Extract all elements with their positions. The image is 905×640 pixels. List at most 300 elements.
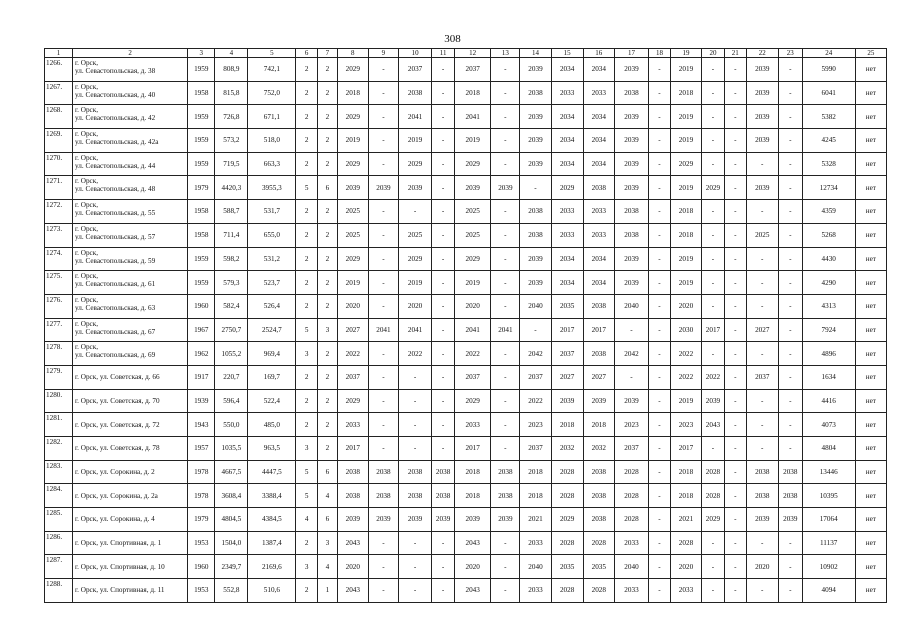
data-cell: - <box>398 413 431 437</box>
data-cell: - <box>491 531 520 555</box>
data-cell: 2043 <box>455 579 491 603</box>
data-cell: - <box>778 200 802 224</box>
data-cell: 2028 <box>670 531 701 555</box>
row-number: 1267. <box>45 81 73 105</box>
address-line-2: ул. Севастопольская, д. 61 <box>75 280 156 289</box>
data-cell: - <box>724 105 746 129</box>
data-cell: - <box>649 200 671 224</box>
data-cell: 2039 <box>614 105 648 129</box>
data-cell: 4073 <box>802 413 855 437</box>
data-cell: - <box>491 389 520 413</box>
address-cell <box>73 389 188 413</box>
data-cell: 1958 <box>188 81 215 105</box>
address-cell <box>73 579 188 603</box>
address-line-1: г. Орск, <box>75 153 99 162</box>
data-cell: - <box>778 271 802 295</box>
data-cell: 1960 <box>188 555 215 579</box>
data-cell: 2 <box>296 152 318 176</box>
address-line-2: ул. Севастопольская, д. 48 <box>75 185 156 194</box>
data-cell: - <box>724 294 746 318</box>
data-cell: 2029 <box>337 389 368 413</box>
table-row <box>45 152 887 176</box>
data-cell: 4430 <box>802 247 855 271</box>
data-cell: 2017 <box>583 318 614 342</box>
data-cell: - <box>432 200 455 224</box>
data-cell: 2022 <box>670 365 701 389</box>
data-cell: 2 <box>318 223 338 247</box>
table-row <box>45 342 887 366</box>
data-cell: 2019 <box>670 176 701 200</box>
data-cell: 1967 <box>188 318 215 342</box>
row-number: 1278. <box>45 342 73 366</box>
data-cell: - <box>702 271 725 295</box>
data-cell: - <box>746 247 778 271</box>
address-line-1: г. Орск, ул. Советская, д. 72 <box>75 420 160 429</box>
address-line-2: ул. Севастопольская, д. 40 <box>75 90 156 99</box>
column-header: 19 <box>670 49 701 58</box>
data-cell: - <box>368 531 398 555</box>
data-cell: 2033 <box>583 200 614 224</box>
column-header: 9 <box>368 49 398 58</box>
data-cell: - <box>724 555 746 579</box>
data-cell: 2043 <box>337 531 368 555</box>
data-cell: 2 <box>318 271 338 295</box>
data-cell: 5 <box>296 318 318 342</box>
data-cell: - <box>724 176 746 200</box>
data-cell: - <box>702 437 725 461</box>
data-cell: 2019 <box>670 389 701 413</box>
data-cell: 2039 <box>520 58 551 82</box>
data-cell: 2018 <box>520 460 551 484</box>
column-header: 8 <box>337 49 368 58</box>
data-cell: 2029 <box>337 247 368 271</box>
data-cell: - <box>491 81 520 105</box>
address-cell <box>73 365 188 389</box>
data-cell: 4 <box>296 508 318 532</box>
address-cell <box>73 129 188 153</box>
table-row <box>45 437 887 461</box>
data-cell: - <box>746 342 778 366</box>
data-cell: 2039 <box>398 176 431 200</box>
address-cell <box>73 223 188 247</box>
data-cell: - <box>432 437 455 461</box>
data-cell: 17064 <box>802 508 855 532</box>
data-cell: - <box>778 247 802 271</box>
data-cell: 2039 <box>614 152 648 176</box>
data-cell: нет <box>855 81 886 105</box>
data-cell: 2025 <box>455 223 491 247</box>
data-cell: 573,2 <box>215 129 248 153</box>
address-line-1: г. Орск, <box>75 82 99 91</box>
data-cell: - <box>778 294 802 318</box>
address-line-2: ул. Севастопольская, д. 44 <box>75 161 156 170</box>
address-line-1: г. Орск, <box>75 177 99 186</box>
data-cell: 663,3 <box>248 152 296 176</box>
data-cell: нет <box>855 579 886 603</box>
data-cell: - <box>368 389 398 413</box>
data-cell: 1979 <box>188 508 215 532</box>
data-cell: 2039 <box>746 129 778 153</box>
data-cell: - <box>491 247 520 271</box>
address-line-2: ул. Севастопольская, д. 38 <box>75 67 156 75</box>
address-line-1: г. Орск, ул. Спортивная, д. 1 <box>75 539 162 548</box>
address-line-1: г. Орск, ул. Советская, д. 78 <box>75 444 160 453</box>
data-cell: нет <box>855 508 886 532</box>
data-cell: 2018 <box>583 413 614 437</box>
data-cell: нет <box>855 152 886 176</box>
data-cell: 1943 <box>188 413 215 437</box>
data-cell: 2035 <box>551 294 583 318</box>
data-cell: - <box>368 271 398 295</box>
data-cell: - <box>398 200 431 224</box>
row-number: 1272. <box>45 200 73 224</box>
data-cell: нет <box>855 105 886 129</box>
data-cell: 2 <box>318 389 338 413</box>
data-cell: - <box>649 531 671 555</box>
data-cell: 2019 <box>670 271 701 295</box>
data-cell: - <box>778 223 802 247</box>
data-cell: 2038 <box>746 460 778 484</box>
data-cell: 2020 <box>398 294 431 318</box>
data-cell: 1958 <box>188 200 215 224</box>
row-number: 1277. <box>45 318 73 342</box>
data-cell: - <box>724 318 746 342</box>
data-cell: 10902 <box>802 555 855 579</box>
data-cell: 5328 <box>802 152 855 176</box>
table-row <box>45 460 887 484</box>
data-cell: 2029 <box>337 105 368 129</box>
data-cell: 2 <box>296 81 318 105</box>
data-cell: - <box>649 129 671 153</box>
data-cell: 2038 <box>583 342 614 366</box>
table-row <box>45 200 887 224</box>
data-cell: 1960 <box>188 294 215 318</box>
data-cell: 2019 <box>337 129 368 153</box>
data-cell: 485,0 <box>248 413 296 437</box>
data-cell: - <box>649 247 671 271</box>
data-cell: 2038 <box>368 460 398 484</box>
data-cell: 2034 <box>583 58 614 82</box>
column-header: 15 <box>551 49 583 58</box>
data-cell: 2030 <box>670 318 701 342</box>
data-cell: 2028 <box>702 484 725 508</box>
address-cell <box>73 460 188 484</box>
data-cell: - <box>491 555 520 579</box>
address-line-1: г. Орск, <box>75 224 99 233</box>
data-cell: 2038 <box>614 223 648 247</box>
row-number: 1274. <box>45 247 73 271</box>
address-line-1: г. Орск, <box>75 106 99 115</box>
data-cell: 2028 <box>551 531 583 555</box>
data-cell: 4804,5 <box>215 508 248 532</box>
data-cell: 2039 <box>520 129 551 153</box>
data-cell: 3 <box>318 531 338 555</box>
data-cell: - <box>778 365 802 389</box>
data-cell: - <box>702 105 725 129</box>
data-cell: нет <box>855 389 886 413</box>
data-cell: - <box>368 247 398 271</box>
data-cell: 2025 <box>337 223 368 247</box>
data-cell: - <box>368 152 398 176</box>
data-cell: 2038 <box>337 460 368 484</box>
column-header: 20 <box>702 49 725 58</box>
data-cell: - <box>702 58 725 82</box>
data-cell: 3608,4 <box>215 484 248 508</box>
data-cell: 2017 <box>670 437 701 461</box>
data-cell: 1958 <box>188 223 215 247</box>
data-cell: 2 <box>318 129 338 153</box>
column-header: 7 <box>318 49 338 58</box>
data-cell: - <box>432 294 455 318</box>
data-cell: 2038 <box>520 81 551 105</box>
column-header: 14 <box>520 49 551 58</box>
data-cell: - <box>649 460 671 484</box>
data-cell: 2034 <box>551 105 583 129</box>
address-line-1: г. Орск, ул. Советская, д. 70 <box>75 396 160 405</box>
data-cell: - <box>368 555 398 579</box>
column-header: 21 <box>724 49 746 58</box>
data-cell: 1962 <box>188 342 215 366</box>
data-cell: - <box>491 437 520 461</box>
data-cell: - <box>724 437 746 461</box>
data-cell: 2018 <box>670 460 701 484</box>
address-line-1: г. Орск, <box>75 130 99 139</box>
data-cell: 671,1 <box>248 105 296 129</box>
data-cell: 2039 <box>551 389 583 413</box>
data-cell: 596,4 <box>215 389 248 413</box>
data-cell: нет <box>855 318 886 342</box>
data-cell: 2 <box>296 579 318 603</box>
row-number: 1282. <box>45 437 73 461</box>
address-cell <box>73 81 188 105</box>
data-cell: 2037 <box>337 365 368 389</box>
data-cell: 2039 <box>614 247 648 271</box>
data-cell: 2 <box>296 271 318 295</box>
data-cell: - <box>778 555 802 579</box>
data-cell: 2029 <box>455 389 491 413</box>
data-cell: - <box>649 152 671 176</box>
housing-register-table <box>44 48 887 603</box>
data-cell: 2038 <box>432 460 455 484</box>
column-header: 24 <box>802 49 855 58</box>
data-cell: - <box>432 223 455 247</box>
data-cell: - <box>368 342 398 366</box>
table-row <box>45 579 887 603</box>
data-cell: 2038 <box>583 294 614 318</box>
data-cell: 2033 <box>583 81 614 105</box>
data-cell: 2039 <box>746 58 778 82</box>
data-cell: - <box>649 437 671 461</box>
data-cell: 1979 <box>188 176 215 200</box>
data-cell: 2034 <box>583 129 614 153</box>
data-cell: 2524,7 <box>248 318 296 342</box>
data-cell: - <box>368 81 398 105</box>
data-cell: 2041 <box>398 105 431 129</box>
table-row <box>45 247 887 271</box>
data-cell: 4094 <box>802 579 855 603</box>
data-cell: 2029 <box>337 58 368 82</box>
data-cell: 2028 <box>614 484 648 508</box>
data-cell: 2034 <box>583 152 614 176</box>
data-cell: 2025 <box>746 223 778 247</box>
row-number: 1280. <box>45 389 73 413</box>
column-header: 13 <box>491 49 520 58</box>
data-cell: 1917 <box>188 365 215 389</box>
data-cell: - <box>491 342 520 366</box>
data-cell: 4 <box>318 484 338 508</box>
data-cell: - <box>746 437 778 461</box>
data-cell: 2037 <box>455 365 491 389</box>
data-cell: нет <box>855 294 886 318</box>
data-cell: 6 <box>318 460 338 484</box>
data-cell: 2033 <box>551 81 583 105</box>
data-cell: 808,9 <box>215 58 248 82</box>
data-cell: 2037 <box>398 58 431 82</box>
data-cell: 11137 <box>802 531 855 555</box>
data-cell: - <box>724 460 746 484</box>
data-cell: - <box>649 555 671 579</box>
data-cell: 2169,6 <box>248 555 296 579</box>
data-cell: 2 <box>296 413 318 437</box>
data-cell: 5990 <box>802 58 855 82</box>
data-cell: 2020 <box>670 555 701 579</box>
address-cell <box>73 437 188 461</box>
data-cell: 4384,5 <box>248 508 296 532</box>
address-line-1: г. Орск, <box>75 319 99 328</box>
data-cell: 4359 <box>802 200 855 224</box>
data-cell: - <box>491 200 520 224</box>
row-number: 1285. <box>45 508 73 532</box>
data-cell: 2018 <box>455 81 491 105</box>
data-cell: 2027 <box>583 365 614 389</box>
data-cell: 1978 <box>188 484 215 508</box>
data-cell: 6 <box>318 508 338 532</box>
data-cell: - <box>746 200 778 224</box>
address-cell <box>73 105 188 129</box>
data-cell: 2021 <box>670 508 701 532</box>
data-cell: 7924 <box>802 318 855 342</box>
data-cell: 2040 <box>520 294 551 318</box>
data-cell: - <box>702 223 725 247</box>
data-cell: 2039 <box>432 508 455 532</box>
data-cell: 2019 <box>670 247 701 271</box>
data-cell: 2034 <box>551 129 583 153</box>
data-cell: 2038 <box>520 223 551 247</box>
data-cell: 2028 <box>583 531 614 555</box>
data-cell: 2039 <box>746 81 778 105</box>
row-number: 1271. <box>45 176 73 200</box>
data-cell: 2022 <box>702 365 725 389</box>
row-number: 1281. <box>45 413 73 437</box>
data-cell: - <box>778 437 802 461</box>
data-cell: - <box>432 176 455 200</box>
column-header: 3 <box>188 49 215 58</box>
data-cell: 2023 <box>614 413 648 437</box>
data-cell: 582,4 <box>215 294 248 318</box>
address-cell <box>73 58 188 82</box>
data-cell: 2042 <box>520 342 551 366</box>
data-cell: 2033 <box>670 579 701 603</box>
data-cell: нет <box>855 555 886 579</box>
row-number: 1279. <box>45 365 73 389</box>
data-cell: нет <box>855 460 886 484</box>
data-cell: - <box>649 81 671 105</box>
data-cell: 2 <box>296 531 318 555</box>
row-number: 1273. <box>45 223 73 247</box>
column-header: 1 <box>45 49 73 58</box>
data-cell: 2022 <box>520 389 551 413</box>
data-cell: - <box>368 413 398 437</box>
data-cell: - <box>614 365 648 389</box>
data-cell: 4290 <box>802 271 855 295</box>
data-cell: 2020 <box>455 555 491 579</box>
data-cell: 10395 <box>802 484 855 508</box>
data-cell: 2032 <box>583 437 614 461</box>
address-cell <box>73 318 188 342</box>
data-cell: 2028 <box>583 579 614 603</box>
data-cell: - <box>778 389 802 413</box>
data-cell: нет <box>855 531 886 555</box>
data-cell: 2020 <box>670 294 701 318</box>
data-cell: - <box>398 531 431 555</box>
data-cell: 6 <box>318 176 338 200</box>
data-cell: - <box>491 223 520 247</box>
row-number: 1266. <box>45 58 73 82</box>
data-cell: 2039 <box>702 389 725 413</box>
data-cell: 2021 <box>520 508 551 532</box>
column-header: 25 <box>855 49 886 58</box>
data-cell: 2020 <box>455 294 491 318</box>
data-cell: 2039 <box>398 508 431 532</box>
column-header: 16 <box>583 49 614 58</box>
data-cell: 2039 <box>614 58 648 82</box>
data-cell: - <box>702 200 725 224</box>
data-cell: 2028 <box>702 460 725 484</box>
data-cell: 2 <box>318 81 338 105</box>
data-cell: 711,4 <box>215 223 248 247</box>
data-cell: 2028 <box>614 508 648 532</box>
data-cell: 2039 <box>491 176 520 200</box>
data-cell: - <box>702 81 725 105</box>
data-cell: 2033 <box>520 579 551 603</box>
data-cell: 2 <box>318 152 338 176</box>
data-cell: 2033 <box>551 223 583 247</box>
data-cell: 2039 <box>746 105 778 129</box>
data-cell: 2033 <box>551 200 583 224</box>
data-cell: 2039 <box>337 176 368 200</box>
data-cell: 1504,0 <box>215 531 248 555</box>
data-cell: 2 <box>318 247 338 271</box>
data-cell: 2039 <box>746 176 778 200</box>
data-cell: - <box>724 389 746 413</box>
data-cell: 5 <box>296 460 318 484</box>
data-cell: 2023 <box>520 413 551 437</box>
data-cell: 2039 <box>337 508 368 532</box>
data-cell: - <box>491 129 520 153</box>
data-cell: нет <box>855 437 886 461</box>
data-cell: 2 <box>296 389 318 413</box>
data-cell: 2041 <box>455 105 491 129</box>
data-cell: 2034 <box>551 271 583 295</box>
data-cell: 963,5 <box>248 437 296 461</box>
data-cell: 2 <box>296 365 318 389</box>
data-cell: - <box>432 365 455 389</box>
data-cell: 1939 <box>188 389 215 413</box>
data-cell: 2 <box>318 437 338 461</box>
address-cell <box>73 271 188 295</box>
data-cell: нет <box>855 413 886 437</box>
column-header: 4 <box>215 49 248 58</box>
